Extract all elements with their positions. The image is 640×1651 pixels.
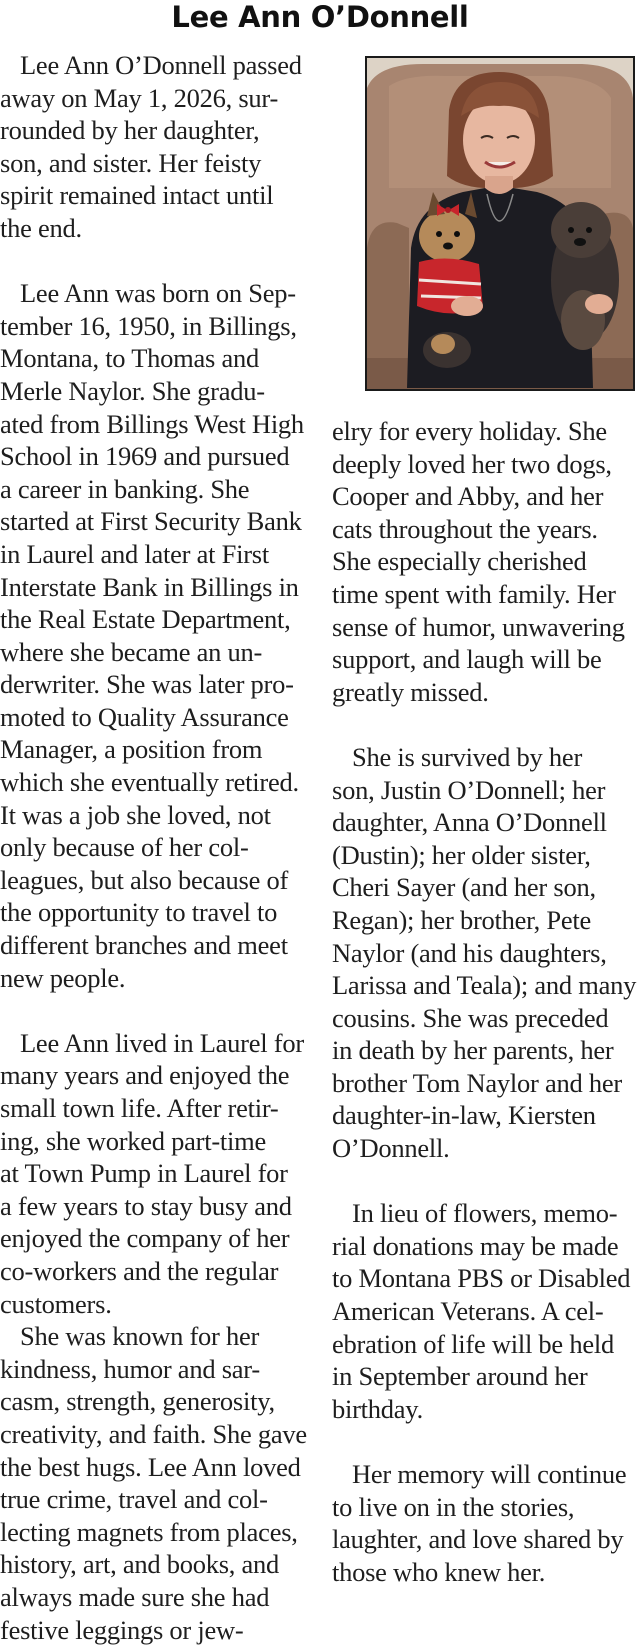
text-line: customers. [0, 1288, 112, 1319]
text-line: son, Justin O’Donnell; her [332, 774, 606, 805]
text-line: different branches and meet [0, 930, 288, 961]
obituary-paragraph [332, 741, 640, 1165]
text-line: where she became an un- [0, 636, 263, 667]
right-column [332, 415, 640, 1588]
text-line: ing, she worked part-time [0, 1125, 267, 1156]
text-line: time spent with family. Her [332, 578, 616, 609]
text-line: lecting magnets from places, [0, 1516, 298, 1547]
text-line: She especially cherished [332, 546, 587, 577]
text-line: at Town Pump in Laurel for [0, 1158, 288, 1189]
text-line: rounded by her daughter, [0, 115, 260, 146]
text-line: Cheri Sayer (and her son, [332, 872, 596, 903]
text-line: cousins. She was preceded [332, 1002, 609, 1033]
text-line: those who knew her. [332, 1556, 546, 1587]
text-line: It was a job she loved, not [0, 799, 271, 830]
text-line: festive leggings or jew- [0, 1614, 244, 1645]
paragraph-gap [0, 994, 310, 1027]
obituary-paragraph [332, 415, 640, 708]
paragraph-gap [332, 708, 640, 741]
text-line: enjoyed the company of her [0, 1223, 290, 1254]
text-line: small town life. After retir- [0, 1093, 279, 1123]
text-line: American Veterans. A cel- [332, 1296, 604, 1327]
left-column [0, 49, 310, 1646]
text-line: Montana, to Thomas and [0, 343, 259, 374]
text-line: which she eventually retired. [0, 767, 299, 798]
text-line: to Montana PBS or Disabled [332, 1263, 631, 1294]
text-line: daughter, Anna O’Donnell [332, 807, 607, 838]
text-line: Cooper and Abby, and her [332, 481, 604, 512]
text-line: Interstate Bank in Billings in [0, 571, 299, 602]
text-line: birthday. [332, 1393, 423, 1424]
text-line: started at First Security Bank [0, 506, 302, 537]
text-line: cats throughout the years. [332, 513, 598, 544]
text-line: always made sure she had [0, 1581, 270, 1612]
text-line: in Laurel and later at First [0, 538, 269, 569]
paragraph-gap [0, 245, 310, 278]
text-line: brother Tom Naylor and her [332, 1067, 622, 1098]
text-line: Lee Ann O’Donnell passed [20, 50, 302, 80]
text-line: Manager, a position from [0, 734, 263, 765]
portrait-illustration [367, 58, 633, 389]
text-line: creativity, and faith. She gave [0, 1418, 307, 1449]
text-line: Naylor (and his daughters, [332, 937, 607, 968]
text-line: a few years to stay busy and [0, 1190, 292, 1221]
yorkie-dog [419, 210, 475, 262]
obituary-paragraph [0, 277, 310, 994]
text-line: derwriter. She was later pro- [0, 669, 294, 700]
text-line: deeply loved her two dogs, [332, 448, 612, 479]
text-line: ated from Billings West High [0, 408, 304, 439]
text-line: leagues, but also because of [0, 864, 289, 895]
text-line: O’Donnell. [332, 1133, 450, 1164]
text-line: ebration of life will be held [332, 1328, 614, 1359]
text-line: moted to Quality Assurance [0, 701, 289, 732]
text-line: Lee Ann lived in Laurel for [20, 1027, 304, 1058]
text-line: away on May 1, 2026, sur- [0, 82, 279, 113]
paragraph-gap [332, 1425, 640, 1458]
text-line: a career in banking. She [0, 473, 250, 504]
text-line: She was known for her [20, 1321, 260, 1352]
text-line: Lee Ann was born on Sep- [20, 278, 296, 309]
text-line: the opportunity to travel to [0, 897, 278, 928]
text-line: many years and enjoyed the [0, 1060, 290, 1091]
text-line: new people. [0, 962, 126, 993]
paragraph-gap [332, 1165, 640, 1198]
portrait-photo [365, 56, 635, 391]
obituary-paragraph [332, 1197, 640, 1425]
text-line: in death by her parents, her [332, 1035, 614, 1066]
text-line: in September around her [332, 1361, 588, 1392]
text-line: daughter-in-law, Kiersten [332, 1100, 596, 1131]
text-line: laughter, and love shared by [332, 1524, 624, 1555]
text-line: support, and laugh will be [332, 644, 602, 675]
text-line: In lieu of flowers, memo- [352, 1198, 618, 1229]
text-line: School in 1969 and pursued [0, 441, 290, 472]
text-line: Larissa and Teala); and many [332, 970, 637, 1001]
text-line: She is survived by her [352, 741, 583, 772]
text-line: (Dustin); her older sister, [332, 839, 591, 870]
obituary-paragraph [0, 49, 310, 245]
obituary-paragraph [332, 1458, 640, 1588]
text-line: rial donations may be made [332, 1230, 619, 1261]
text-line: only because of her col- [0, 832, 249, 863]
text-line: tember 16, 1950, in Billings, [0, 310, 297, 341]
text-line: spirit remained intact until [0, 180, 274, 211]
text-line: Merle Naylor. She gradu- [0, 375, 265, 406]
obituary-title: Lee Ann O’Donnell [171, 0, 469, 34]
text-line: son, and sister. Her feisty [0, 147, 262, 178]
obituary-paragraph [0, 1320, 310, 1646]
text-line: sense of humor, unwavering [332, 611, 625, 642]
text-line: kindness, humor and sar- [0, 1353, 260, 1384]
text-line: history, art, and books, and [0, 1549, 280, 1580]
text-line: Her memory will continue [352, 1459, 627, 1489]
text-line: the Real Estate Department, [0, 604, 291, 635]
text-line: casm, strength, generosity, [0, 1386, 275, 1417]
obituary-paragraph [0, 1027, 310, 1320]
text-line: elry for every holiday. She [332, 416, 607, 446]
text-line: co-workers and the regular [0, 1255, 279, 1286]
text-line: the best hugs. Lee Ann loved [0, 1451, 301, 1482]
text-line: Regan); her brother, Pete [332, 904, 592, 935]
text-line: greatly missed. [332, 676, 489, 707]
text-line: the end. [0, 212, 82, 243]
text-line: to live on in the stories, [332, 1491, 575, 1522]
text-line: true crime, travel and col- [0, 1484, 268, 1515]
